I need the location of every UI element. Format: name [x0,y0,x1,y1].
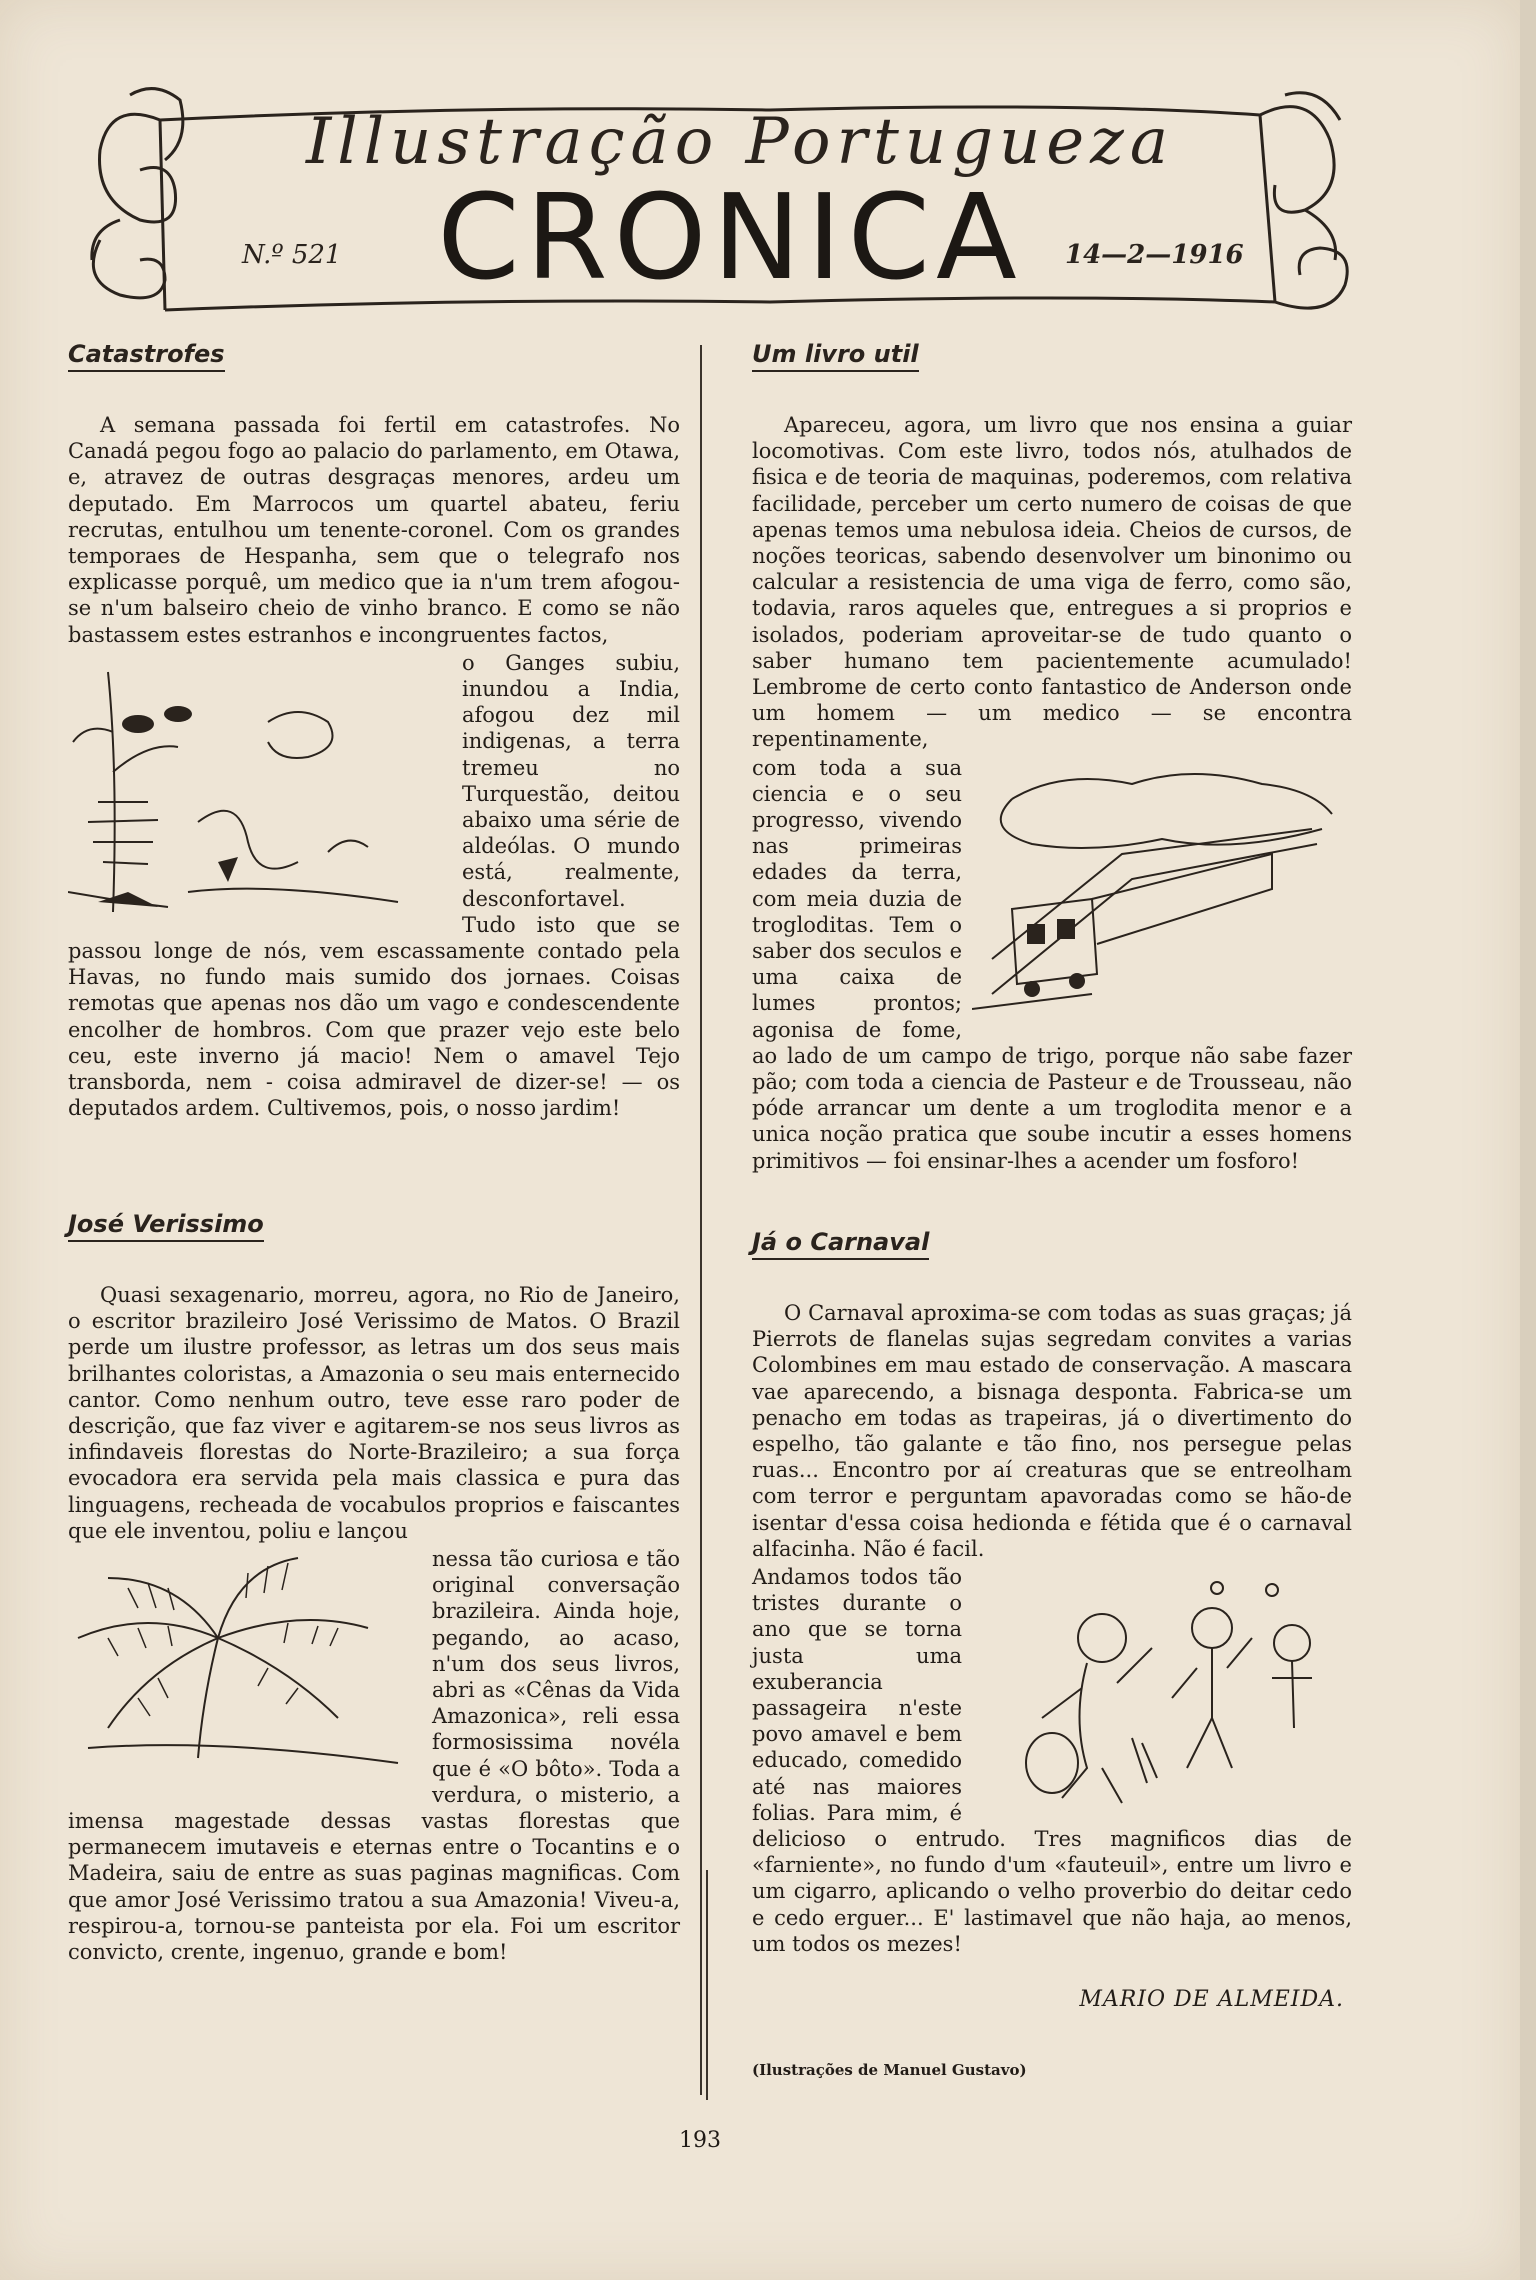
column-divider-lower [706,1870,708,2100]
section-verissimo [68,1210,680,1965]
section-body [68,1282,680,1965]
paragraph: o Ganges subiu, inundou a India, afogou dez mil indigenas, a terra tremeu no Turquestão, deitou abaixo uma série de aldeólas. O mundo está, realmente, desconfortavel. Tudo isto que se passou longe de nós, vem escassamente contado pela Havas, no fundo mais sumido dos jornaes. Coisas remotas que apenas nos dão um vago e condescendente encolher de hombros. Com que prazer vejo este belo ceu, este inverno já macio! Nem o amavel Tejo transborda, nem - coisa admiravel de dizer-se! — os deputados ardem. Cultivemos, pois, o nosso jardim! [68,650,680,1121]
masthead-script-title: Illustração Portugueza [305,105,1175,179]
issue-date: 14—2—1916 [1065,240,1244,270]
locomotive-illustration [972,759,1352,1019]
section-heading: Já o Carnaval [752,1228,929,1260]
page-number: 193 [679,2128,721,2153]
palm-tree-illustration [68,1548,418,1788]
section-livro [752,340,1352,1228]
carnival-figures-illustration [972,1568,1352,1813]
paragraph: A semana passada foi fertil em catastrofes. No Canadá pegou fogo ao palacio do parlamento, em Otawa, e, atravez de outras desgraças menores, ardeu um deputado. Em Marrocos um quartel abateu, feriu recrutas, entulhou um tenente-coronel. Com os grandes temporaes de Hespanha, sem que o telegrafo nos explicasse porquê, um medico que ia n'um trem afogou-se n'um balseiro cheio de vinho branco. E como se não bastassem estes estranhos e incongruentes factos, [68,413,680,647]
section-body [68,412,680,1121]
section-body [752,412,1352,1174]
masthead [70,80,1370,340]
paragraph: Andamos todos tão tristes durante o ano que se torna justa uma exuberancia passageira n'este povo amavel e bem educado, comedido até nas maiores folias. Para mim, é delicioso o entrudo. Tres magnificos dias de «farniente», no fundo d'um «fauteuil», entre um livro e um cigarro, aplicando o velho proverbio do deitar cedo e cedo erguer... E' lastimavel que não haja, ao menos, um todos os mezes! [752,1565,1352,1956]
section-carnaval [752,1228,1352,2083]
paragraph: Apareceu, agora, um livro que nos ensina a guiar locomotivas. Com este livro, todos nós, atulhados de fisica e de teoria de maquinas, poderemos, com relativa facilidade, perceber um certo numero de coisas de que apenas temos uma nebulosa ideia. Cheios de cursos, de noções teoricas, sabendo desenvolver um binonimo ou calcular a resistencia de uma viga de ferro, como são, todavia, raros aqueles que, entregues a si proprios e isolados, poderiam aproveitar-se de tudo quanto o saber humano tem pacientemente acumulado! Lembrome de certo conto fantastico de Anderson onde um homem — um medico — se encontra repentinamente, [752,413,1352,752]
masthead-title: CRONICA [437,168,1023,306]
section-catastrofes [68,340,680,1210]
paragraph: nessa tão curiosa e tão original conversação brazileira. Ainda hoje, pegando, ao acaso, n'um dos seus livros, abri as «Cênas da Vida Amazonica», reli essa formosissima novéla que é «O bôto». Toda a verdura, o misterio, a imensa magestade dessas vastas florestas que permanecem imutaveis e eternas entre o Tocantins e o Madeira, saiu de entre as suas paginas magnificas. Com que amor José Verissimo tratou a sua Amazonia! Viveu-a, respirou-a, tornou-se panteista por ela. Foi um escritor convicto, crente, ingenuo, grande e bom! [68,1547,680,1965]
illustration-credit: (Ilustrações de Manuel Gustavo) [752,2061,1027,2080]
column-divider [700,345,702,2095]
section-heading: Catastrofes [68,340,225,372]
right-column [752,340,1352,2083]
paragraph: Quasi sexagenario, morreu, agora, no Rio de Janeiro, o escritor brazileiro José Verissimo de Matos. O Brazil perde um ilustre professor, as letras um dos seus mais brilhantes coloristas, a Amazonia o seu mais enternecido cantor. Como nenhum outro, teve esse raro poder de descrição, que faz viver e agitarem-se nos seus livros as infindaveis florestas do Norte-Brazileiro; a sua força evocadora era servida pela mais classica e pura das linguagens, recheada de vocabulos proprios e faiscantes que ele inventou, poliu e lançou [68,1283,680,1543]
section-heading: José Verissimo [68,1210,264,1242]
author-signature: MARIO DE ALMEIDA. [1079,1987,1344,2013]
section-body [752,1300,1352,2083]
tree-birds-illustration [68,652,448,932]
left-column [68,340,680,1965]
paragraph: O Carnaval aproxima-se com todas as suas graças; já Pierrots de flanelas sujas segredam convites a varias Colombines em mau estado de conservação. A mascara vae aparecendo, a bisnaga desponta. Fabrica-se um penacho em todas as trapeiras, já o divertimento do espelho, tão galante e tão fino, nos persegue pelas ruas... Encontro por aí creaturas que se entreolham com terror e perguntam apavoradas como se hão-de isentar d'essa coisa hedionda e fétida que é o carnaval alfacinha. Não é facil. [752,1301,1352,1561]
issue-number: N.º 521 [242,240,342,270]
section-heading: Um livro util [752,340,919,372]
paragraph: com toda a sua ciencia e o seu progresso, vivendo nas primeiras edades da terra, com meia duzia de trogloditas. Tem o saber dos seculos e uma caixa de lumes prontos; agonisa de fome, ao lado de um campo de trigo, porque não sabe fazer pão; com toda a ciencia de Pasteur e de Trousseau, não póde arrancar um dente a um troglodita menor e a unica noção pratica que soube incutir a esses homens primitivos — foi ensinar-lhes a acender um fosforo! [752,755,1352,1173]
